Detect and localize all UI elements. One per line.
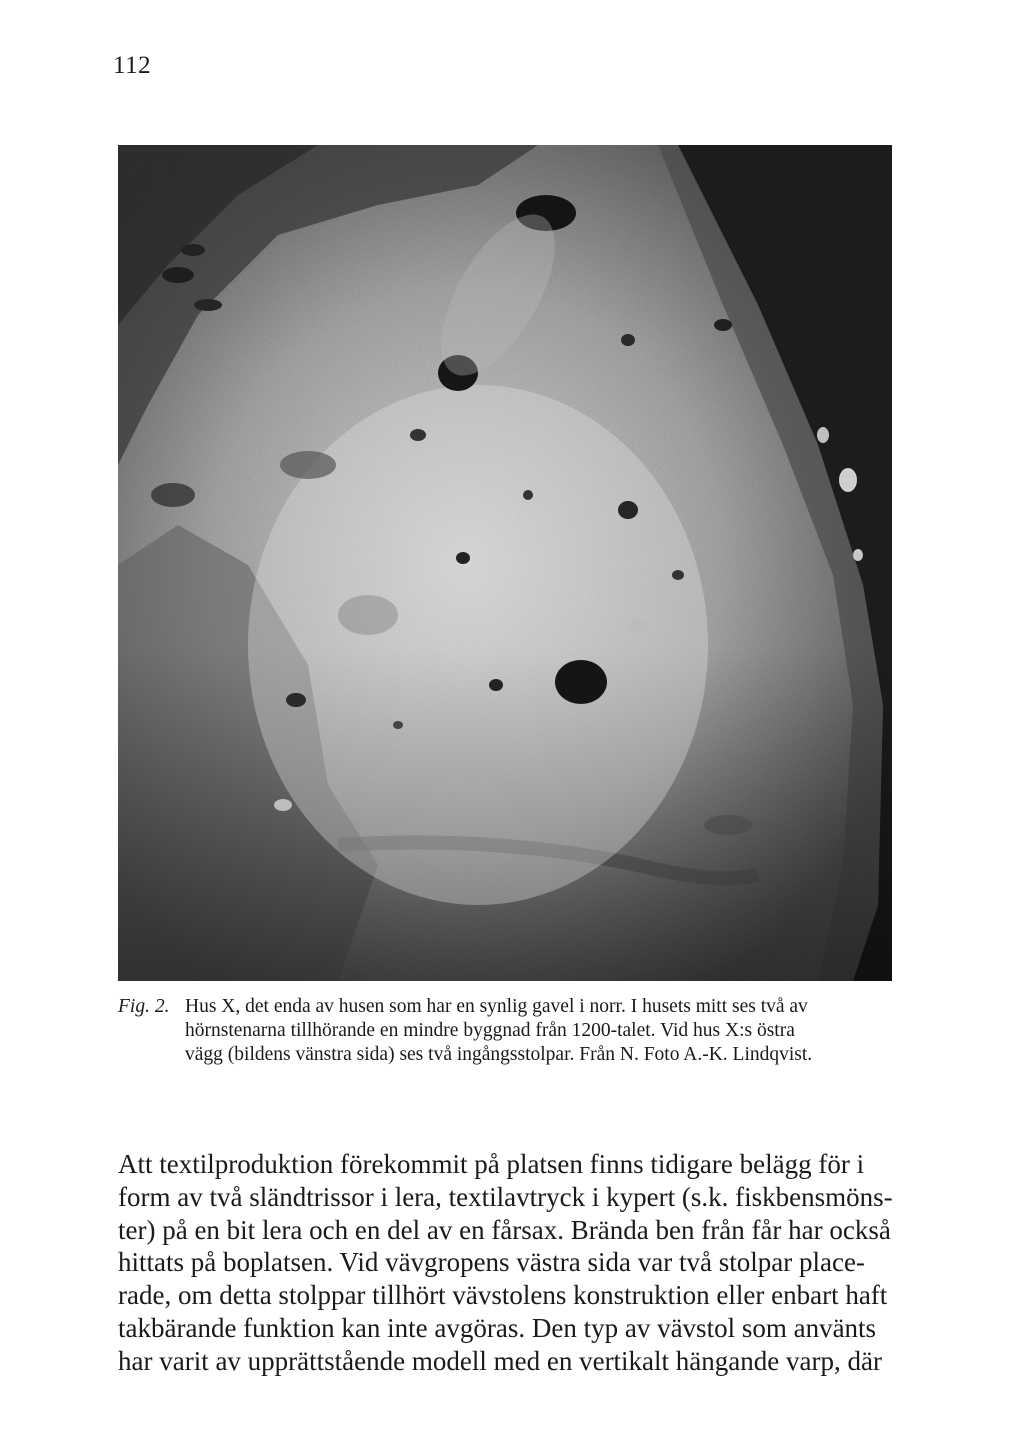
body-line: takbärande funktion kan inte avgöras. Den typ av vävstol som använts xyxy=(118,1312,877,1343)
page-number: 112 xyxy=(113,52,152,79)
caption-line xyxy=(118,995,898,1019)
body-line: hittats på boplatsen. Vid vävgropens västra sida var två stolpar place- xyxy=(118,1247,865,1278)
figure-caption xyxy=(118,995,898,1067)
body-line: form av två sländtrissor i lera, textilavtryck i kypert (s.k. fiskbensmöns- xyxy=(118,1181,893,1212)
body-paragraph xyxy=(118,1148,898,1378)
caption-line xyxy=(118,1019,898,1043)
body-line: rade, om detta stolppar tillhört vävstolens konstruktion eller enbart haft xyxy=(118,1280,888,1311)
caption-text: hörnstenarna tillhörande en mindre byggnad från 1200-talet. Vid hus X:s östra xyxy=(185,1020,795,1041)
caption-indent xyxy=(118,1019,185,1043)
body-line: Att textilproduktion förekommit på platsen finns tidigare belägg för i xyxy=(118,1149,865,1179)
body-line: har varit av upprättstående modell med en vertikalt hängande varp, där xyxy=(118,1345,882,1376)
caption-indent xyxy=(118,1043,185,1067)
body-line: ter) på en bit lera och en del av en fårsax. Brända ben från får har också xyxy=(118,1214,891,1245)
caption-text: vägg (bildens vänstra sida) ses två ingångsstolpar. Från N. Foto A.-K. Lindqvist. xyxy=(185,1044,813,1065)
figure-label: Fig. 2. xyxy=(118,996,170,1017)
excavation-photo xyxy=(118,145,892,981)
caption-line xyxy=(118,1043,898,1067)
caption-text: Hus X, det enda av husen som har en synlig gavel i norr. I husets mitt ses två av xyxy=(185,996,808,1017)
